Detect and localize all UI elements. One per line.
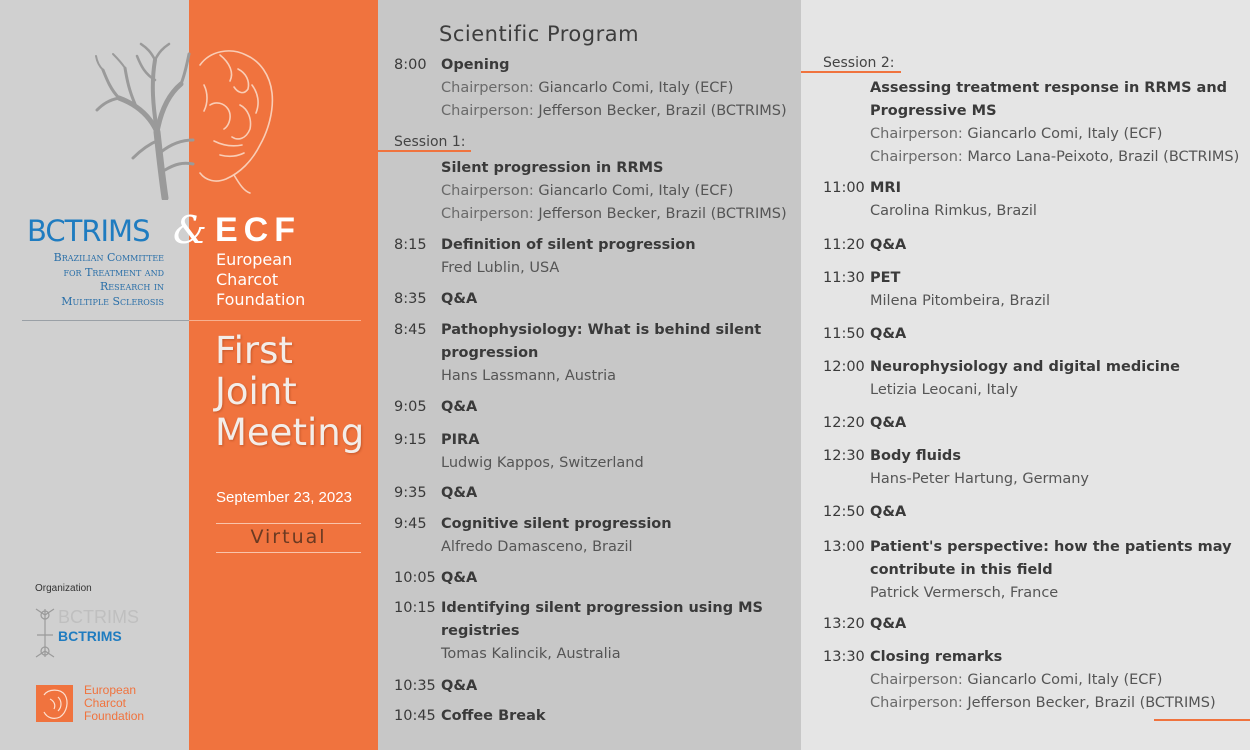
program-item-time: 13:30 [823, 649, 865, 665]
ecf-org-name-line: Charcot [84, 696, 127, 710]
program-item-time: 8:00 [394, 57, 427, 73]
chairperson-label: Chairperson: [441, 183, 534, 199]
program-item-time: 10:45 [394, 708, 436, 724]
speaker-line [870, 200, 1240, 223]
program-item-body [441, 513, 796, 559]
program-item-time: 10:05 [394, 570, 436, 586]
program-item-time: 8:35 [394, 291, 427, 307]
chairperson-label: Chairperson: [870, 126, 963, 142]
program-title: Scientific Program [439, 22, 640, 46]
person-name: Jefferson Becker, Brazil (BCTRIMS) [538, 103, 787, 119]
bctrims-neuron-icon [33, 607, 57, 659]
program-item-body [870, 234, 1240, 257]
person-name: Giancarlo Comi, Italy (ECF) [967, 126, 1163, 142]
person-name: Ludwig Kappos, Switzerland [441, 455, 644, 471]
program-item-title: Q&A [870, 237, 907, 253]
program-item-title: Body fluids [870, 448, 961, 464]
program-item-body [870, 356, 1240, 402]
speaker-line [441, 643, 796, 666]
program-item-body [870, 613, 1240, 636]
program-item-title: MRI [870, 180, 901, 196]
program-item-title: Q&A [870, 326, 907, 342]
meeting-mode: Virtual [250, 526, 327, 548]
person-name: Carolina Rimkus, Brazil [870, 203, 1037, 219]
program-item-title: Silent progression in RRMS [441, 160, 664, 176]
program-item-body [441, 288, 796, 311]
program-item-time: 12:00 [823, 359, 865, 375]
program-item-body [870, 536, 1240, 605]
session-label: Session 1: [394, 134, 466, 150]
program-item-title: Identifying silent progression using MS [441, 600, 763, 616]
ecf-name-line: European [216, 250, 293, 269]
program-item-time: 13:20 [823, 616, 865, 632]
session-underline [378, 150, 471, 152]
program-item-body [441, 429, 796, 475]
ecf-name [216, 250, 305, 310]
person-name: Letizia Leocani, Italy [870, 382, 1018, 398]
speaker-line [441, 452, 796, 475]
meeting-title [215, 330, 364, 453]
ecf-name-line: Foundation [216, 290, 306, 309]
chairperson-line [441, 77, 796, 100]
speaker-line [441, 365, 796, 388]
program-item-title: Cognitive silent progression [441, 516, 672, 532]
program-item-body [441, 396, 796, 419]
program-item-title: Q&A [870, 616, 907, 632]
program-item-title: progression [441, 345, 539, 361]
person-name: Fred Lublin, USA [441, 260, 560, 276]
chairperson-label: Chairperson: [441, 103, 534, 119]
person-name: Giancarlo Comi, Italy (ECF) [967, 672, 1163, 688]
person-name: Jefferson Becker, Brazil (BCTRIMS) [967, 695, 1216, 711]
program-item-body [441, 54, 796, 123]
bctrims-subtitle-line: Brazilian Committee [53, 251, 164, 264]
ecf-logo: ECF [215, 211, 301, 249]
bctrims-subtitle [40, 251, 164, 309]
program-item-title: Neurophysiology and digital medicine [870, 359, 1180, 375]
program-item-time: 11:00 [823, 180, 865, 196]
bctrims-subtitle-line: for Treatment and [63, 265, 164, 279]
speaker-line [441, 257, 796, 280]
divider [22, 320, 189, 321]
program-item-body [870, 445, 1240, 491]
program-item-time: 9:05 [394, 399, 427, 415]
person-name: Alfredo Damasceno, Brazil [441, 539, 633, 555]
person-name: Tomas Kalincik, Australia [441, 646, 621, 662]
closing-underline [1154, 719, 1250, 721]
program-item-title: Opening [441, 57, 510, 73]
ecf-portrait-icon [36, 685, 73, 722]
person-name: Hans Lassmann, Austria [441, 368, 617, 384]
program-item-title: Q&A [441, 291, 478, 307]
chairperson-line [870, 123, 1240, 146]
program-item-title: Patient's perspective: how the patients may [870, 539, 1232, 555]
program-item-title: Q&A [441, 570, 478, 586]
program-item-body [441, 157, 796, 226]
chairperson-label: Chairperson: [870, 695, 963, 711]
speaker-line [870, 582, 1240, 605]
program-item-time: 10:35 [394, 678, 436, 694]
program-item-body [870, 77, 1240, 169]
program-item-title: Pathophysiology: What is behind silent [441, 322, 762, 338]
program-item-body [870, 323, 1240, 346]
bctrims-watermark-logo: BCTRIMS [58, 607, 139, 627]
divider [216, 552, 361, 553]
meeting-title-line: Meeting [215, 411, 365, 454]
person-name: Hans-Peter Hartung, Germany [870, 471, 1089, 487]
bctrims-org-logo: BCTRIMS [58, 628, 122, 644]
program-item-title: Q&A [441, 678, 478, 694]
program-item-time: 8:15 [394, 237, 427, 253]
program-item-title: Q&A [441, 485, 478, 501]
program-item-body [441, 482, 796, 505]
program-item-body [870, 177, 1240, 223]
chairperson-line [441, 203, 796, 226]
bctrims-subtitle-line: Multiple Sclerosis [61, 294, 164, 308]
divider [216, 523, 361, 524]
session-underline [801, 71, 901, 73]
person-name: Patrick Vermersch, France [870, 585, 1059, 601]
speaker-line [870, 468, 1240, 491]
program-item-time: 12:30 [823, 448, 865, 464]
program-item-body [441, 597, 796, 666]
person-name: Giancarlo Comi, Italy (ECF) [538, 80, 734, 96]
program-item-body [441, 705, 796, 728]
program-item-title: Progressive MS [870, 103, 997, 119]
speaker-line [870, 290, 1240, 313]
program-item-time: 9:45 [394, 516, 427, 532]
program-item-title: Definition of silent progression [441, 237, 696, 253]
program-item-time: 9:15 [394, 432, 427, 448]
program-item-time: 9:35 [394, 485, 427, 501]
chairperson-label: Chairperson: [441, 206, 534, 222]
program-item-time: 11:50 [823, 326, 865, 342]
program-item-body [441, 675, 796, 698]
organization-label: Organization [35, 583, 92, 594]
program-item-title: Q&A [870, 504, 907, 520]
program-item-body [870, 501, 1240, 524]
program-item-body [870, 646, 1240, 715]
program-item-time: 11:30 [823, 270, 865, 286]
bctrims-subtitle-line: Research in [100, 280, 164, 293]
program-item-title: contribute in this field [870, 562, 1053, 578]
chairperson-line [441, 100, 796, 123]
speaker-line [870, 379, 1240, 402]
program-item-time: 12:20 [823, 415, 865, 431]
chairperson-line [441, 180, 796, 203]
ampersand: & [173, 208, 207, 252]
program-item-body [441, 319, 796, 388]
program-item-time: 12:50 [823, 504, 865, 520]
meeting-title-line: Joint [215, 370, 297, 413]
program-item-title: PET [870, 270, 901, 286]
person-name: Marco Lana-Peixoto, Brazil (BCTRIMS) [967, 149, 1240, 165]
meeting-date: September 23, 2023 [216, 489, 352, 506]
program-item-time: 10:15 [394, 600, 436, 616]
session-label: Session 2: [823, 55, 895, 71]
program-item-title: Q&A [441, 399, 478, 415]
program-item-title: Q&A [870, 415, 907, 431]
program-item-title: Closing remarks [870, 649, 1003, 665]
program-item-body [441, 567, 796, 590]
chairperson-line [870, 146, 1240, 169]
program-item-title: registries [441, 623, 520, 639]
bctrims-logo: BCTRIMS [27, 214, 150, 248]
ecf-name-line: Charcot [216, 270, 279, 289]
chairperson-label: Chairperson: [870, 149, 963, 165]
program-item-time: 8:45 [394, 322, 427, 338]
program-item-title: Coffee Break [441, 708, 546, 724]
speaker-line [441, 536, 796, 559]
program-item-title: PIRA [441, 432, 480, 448]
neuron-tree-icon [95, 40, 195, 200]
person-name: Milena Pitombeira, Brazil [870, 293, 1050, 309]
meeting-title-line: First [215, 329, 293, 372]
program-item-body [870, 267, 1240, 313]
ecf-org-name [84, 684, 144, 723]
program-item-time: 11:20 [823, 237, 865, 253]
program-item-time: 13:00 [823, 539, 865, 555]
chairperson-label: Chairperson: [870, 672, 963, 688]
person-name: Jefferson Becker, Brazil (BCTRIMS) [538, 206, 787, 222]
program-item-body [441, 234, 796, 280]
ecf-org-name-line: Foundation [84, 709, 145, 723]
person-name: Giancarlo Comi, Italy (ECF) [538, 183, 734, 199]
ecf-org-name-line: European [84, 683, 137, 697]
chairperson-line [870, 669, 1240, 692]
charcot-portrait-icon [190, 45, 280, 195]
program-item-title: Assessing treatment response in RRMS and [870, 80, 1228, 96]
program-item-body [870, 412, 1240, 435]
divider [189, 320, 361, 321]
chairperson-label: Chairperson: [441, 80, 534, 96]
chairperson-line [870, 692, 1240, 715]
